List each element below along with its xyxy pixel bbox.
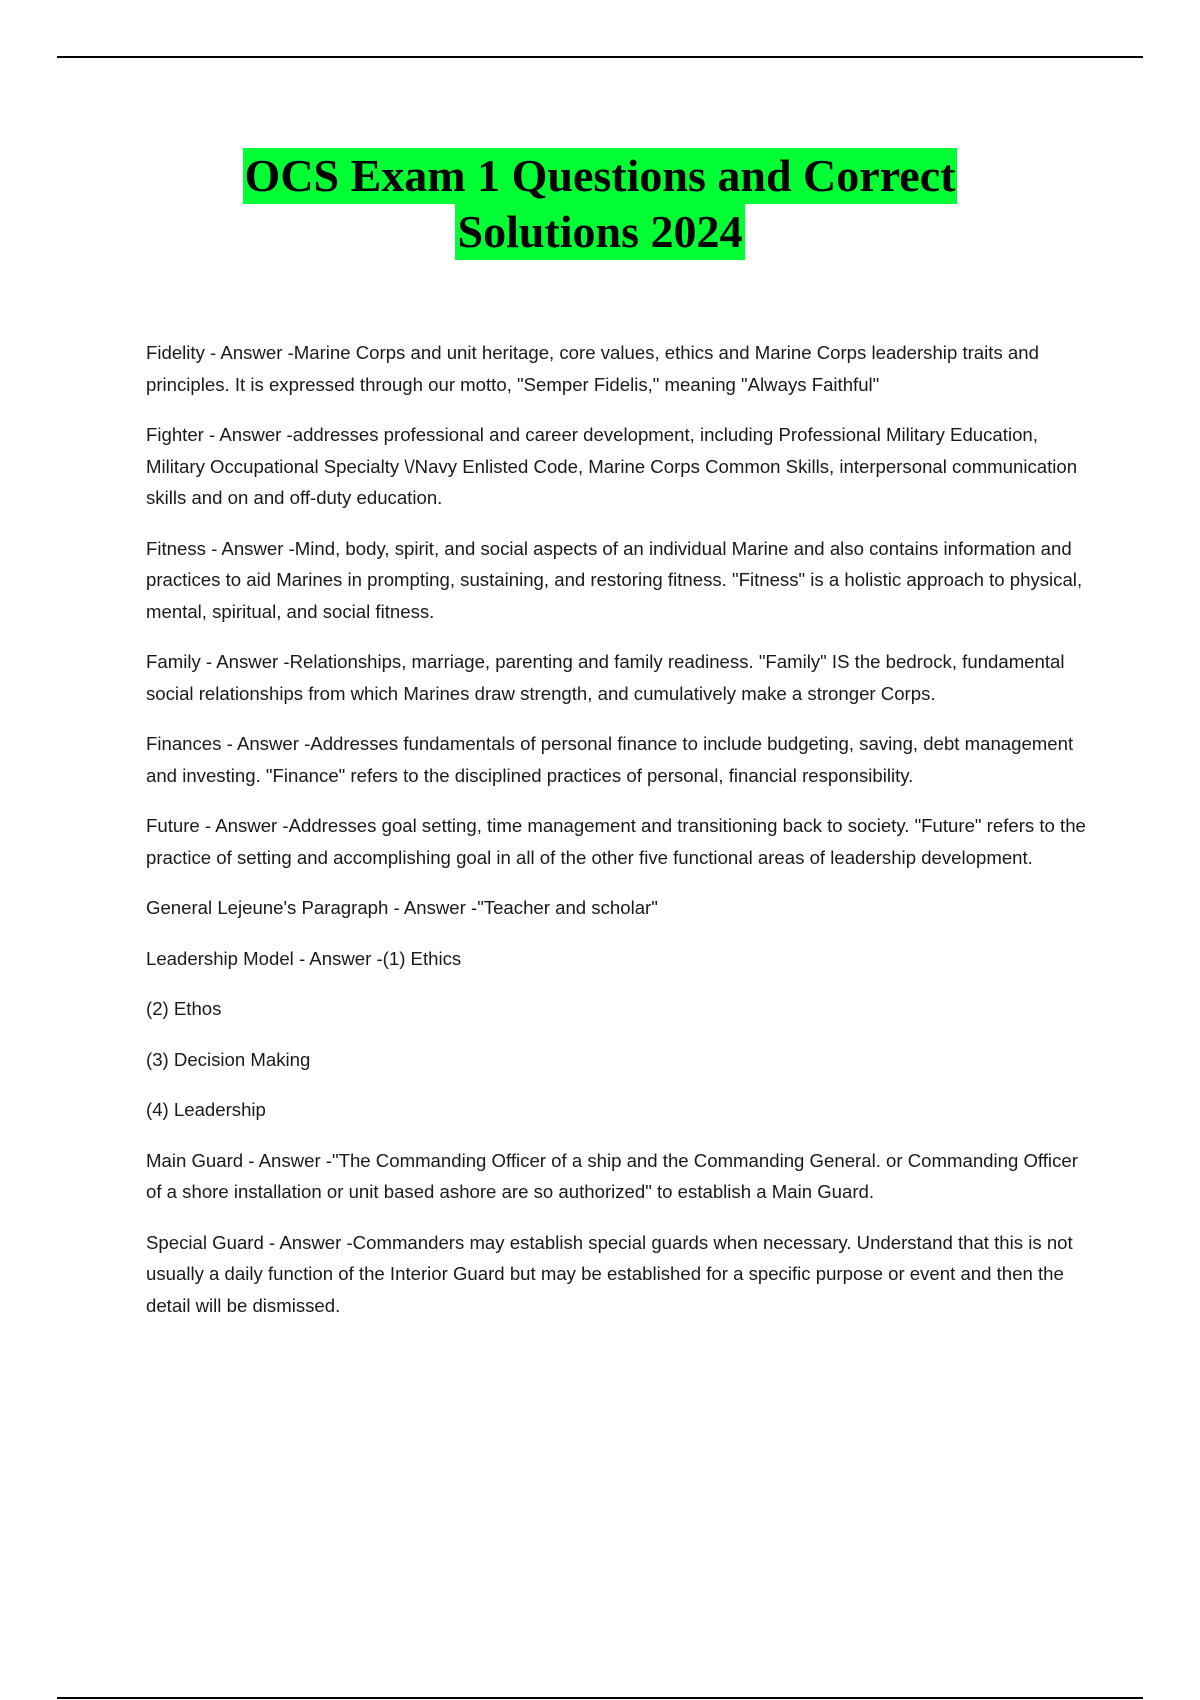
entry-fighter: Fighter - Answer -addresses professional and career development, including Professional Military Education, Military Occupational Specialty \/Navy Enlisted Code, Marine Corps Common Skills, interpersonal communication skills and on and off-duty education.: [146, 424, 1078, 508]
title-line-2: Solutions 2024: [455, 204, 744, 260]
entry-general-lejeune: General Lejeune's Paragraph - Answer -"Teacher and scholar": [146, 897, 658, 918]
entry-leadership-model: Leadership Model - Answer -(1) Ethics: [146, 947, 462, 969]
document-body: [146, 337, 1096, 1340]
entry-family: Family - Answer -Relationships, marriage, parenting and family readiness. "Family" IS the bedrock, fundamental social relationships from which Marines draw strength, and cumulatively make a stronger Corps.: [146, 651, 1065, 704]
entry-special-guard: Special Guard - Answer -Commanders may establish special guards when necessary. Understand that this is not usually a daily function of the Interior Guard but may be established for a specific purpose or event and then the detail will be dismissed.: [146, 1231, 1073, 1316]
entry-fitness: Fitness - Answer -Mind, body, spirit, and social aspects of an individual Marine and also contains information and practices to aid Marines in prompting, sustaining, and restoring fitness. "Fitness" is a holistic approach to physical, mental, spiritual, and social fitness.: [146, 537, 1083, 622]
entry-main-guard: Main Guard - Answer -"The Commanding Officer of a ship and the Commanding General. or Commanding Officer of a shore installation or unit based ashore are so authorized" to establish a Main Guard.: [146, 1149, 1078, 1202]
title-line-1: OCS Exam 1 Questions and Correct: [243, 148, 958, 204]
document-title: [0, 148, 1200, 260]
entry-leadership-model-4: (4) Leadership: [146, 1099, 266, 1120]
entry-leadership-model-2: (2) Ethos: [146, 998, 222, 1019]
top-rule: [57, 56, 1143, 58]
entry-leadership-model-3: (3) Decision Making: [146, 1048, 311, 1070]
entry-fidelity: Fidelity - Answer -Marine Corps and unit heritage, core values, ethics and Marine Corps leadership traits and principles. It is expressed through our motto, "Semper Fidelis," meaning "Always Faithful": [146, 342, 1039, 395]
entry-finances: Finances - Answer -Addresses fundamentals of personal finance to include budgeting, saving, debt management and investing. "Finance" refers to the disciplined practices of personal, financial responsibility.: [146, 733, 1074, 786]
bottom-rule: [57, 1697, 1143, 1699]
entry-future: Future - Answer -Addresses goal setting, time management and transitioning back to society. "Future" refers to the practice of setting and accomplishing goal in all of the other five functional areas of leadership development.: [146, 815, 1086, 868]
